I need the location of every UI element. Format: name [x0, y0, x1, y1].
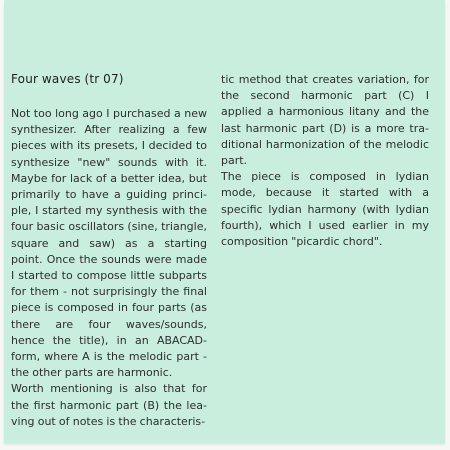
paragraph-worth-mentioning-start: Worth mentioning is also that for the first harmonic part (B) the leaving out of notes is the characteris-	[11, 382, 207, 428]
left-column	[11, 72, 207, 430]
paragraph-worth-mentioning-end: tic method that creates variation, for the second harmonic part (C) I applied a harmonious litany and the last harmonic part (D) is a more traditional harmonization of the melodic part.	[221, 73, 429, 168]
right-column	[221, 72, 429, 250]
article-title: Four waves (tr 07)	[11, 72, 124, 86]
paragraph-lydian-mode: The piece is composed in lydian mode, because it started with a specific lydian harmony (with lydian fourth), which I used earlier in my composition "picardic chord".	[221, 170, 429, 249]
page	[4, 0, 445, 443]
paragraph-intro: Not too long ago I purchased a new synthesizer. After realizing a few pieces with its presets, I decided to synthesize "new" sounds with it. Maybe for lack of a better idea, but primarily to have a guiding principle, I started my synthesis with the four basic oscillators (sine, triangle, square and saw) as a starting point. Once the sounds were made I started to compose little subparts for them - not surprisingly the final piece is composed in four parts (as there are four waves/sounds, hence the title), in an ABACAD-form, where A is the melodic part - the other parts are harmonic.	[11, 107, 207, 380]
